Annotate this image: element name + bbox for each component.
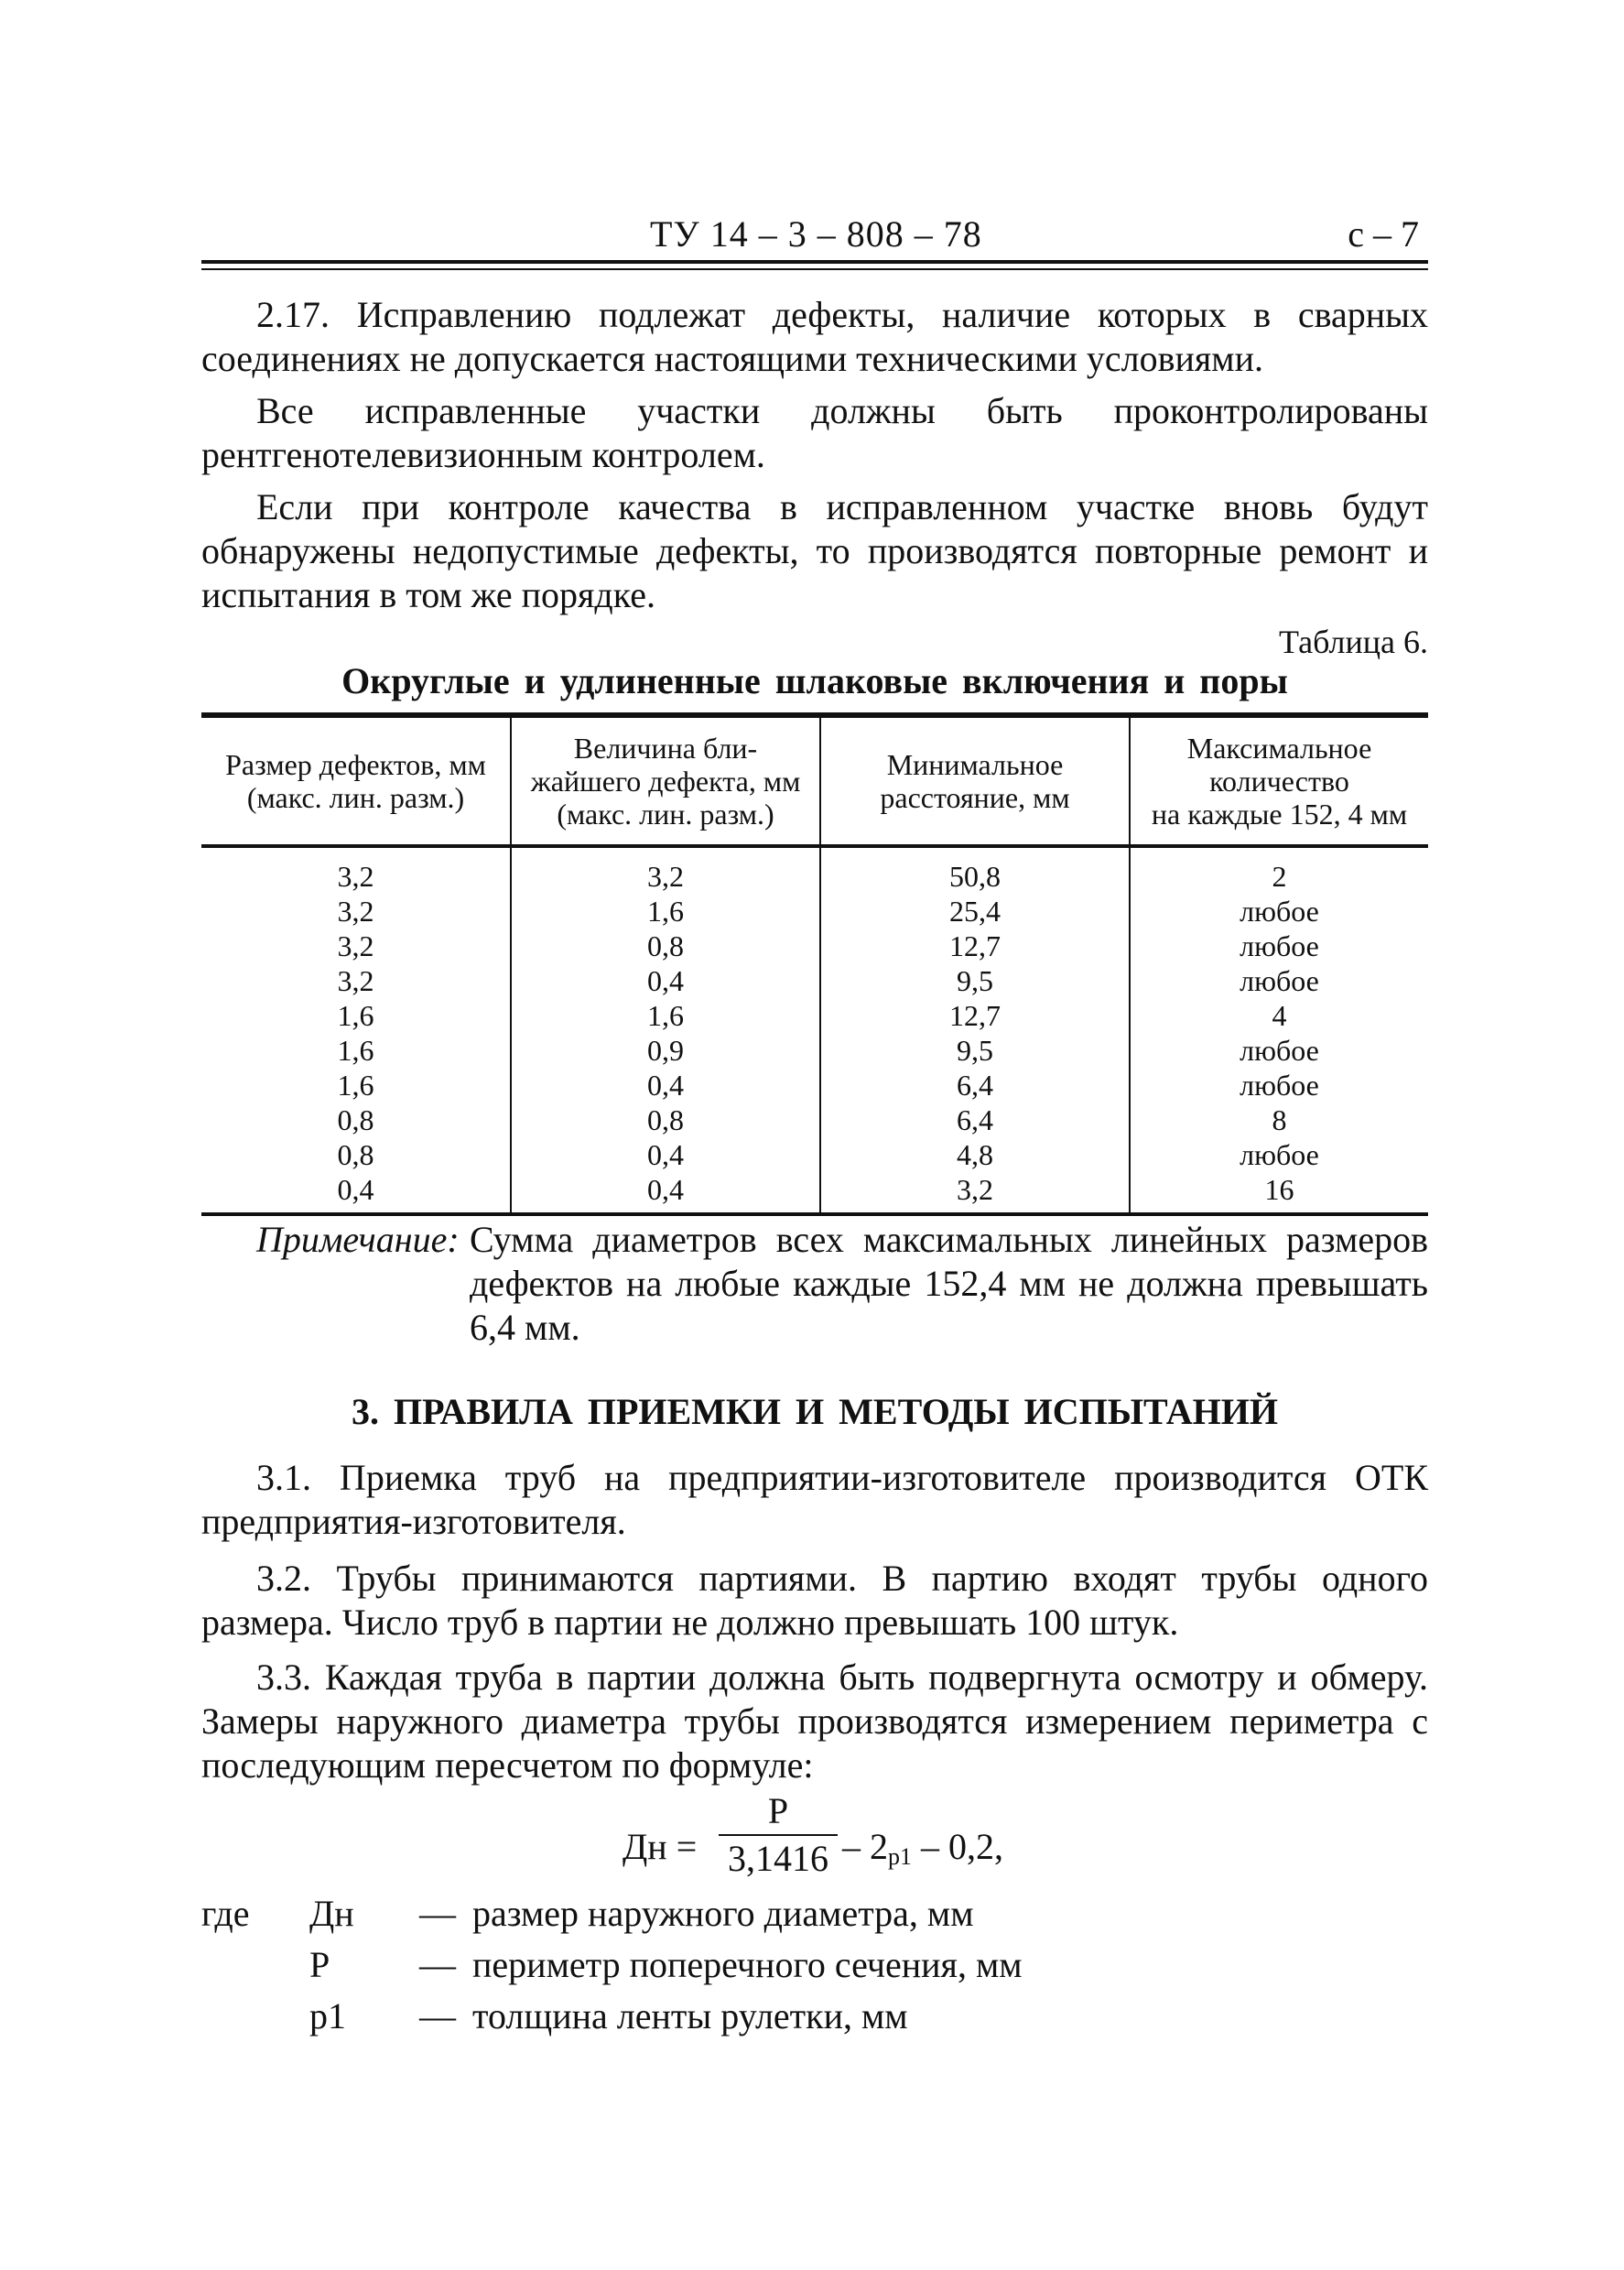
legend-dash: — (419, 1995, 456, 2036)
paragraph-3-1: 3.1. Приемка труб на предприятии-изготовителе производится ОТК предприятия-изготовителя. (201, 1457, 1428, 1542)
table-row: 3,2 3,2 50,8 2 (201, 846, 1428, 894)
page-header (201, 212, 1428, 258)
table-row: 0,8 0,8 6,4 8 (201, 1102, 1428, 1137)
paragraph-3-3: 3.3. Каждая труба в партии должна быть подвергнута осмотру и обмеру. Замеры наружного диаметра трубы производятся измерением периметра с последующим пересчетом по формуле: (201, 1656, 1428, 1786)
note-label: Примечание: (256, 1219, 460, 1260)
defects-table (201, 712, 1428, 1216)
table-row: 0,4 0,4 3,2 16 (201, 1172, 1428, 1214)
table-row: 1,6 0,9 9,5 любое (201, 1033, 1428, 1068)
header-defect-size: Размер дефектов, мм (макс. лин. разм.) (201, 715, 511, 846)
header-rule-thin (201, 268, 1428, 270)
legend-where: где (201, 1893, 250, 1934)
paragraph-repaired-control: Все исправленные участки должны быть проконтролированы рентгенотелевизионным контролем. (201, 390, 1428, 475)
legend-dash: — (419, 1893, 456, 1934)
diameter-formula (623, 1790, 1172, 1900)
section-3-title: 3. ПРАВИЛА ПРИЕМКИ И МЕТОДЫ ИСПЫТАНИЙ (352, 1391, 1278, 1432)
table-row: 3,2 1,6 25,4 любое (201, 894, 1428, 929)
table-title: Округлые и удлиненные шлаковые включения и поры (341, 660, 1288, 701)
page-number: с – 7 (1348, 213, 1419, 255)
document-code: ТУ 14 – 3 – 808 – 78 (650, 213, 982, 255)
formula-numerator: Р (767, 1790, 789, 1831)
legend-dash: — (419, 1944, 456, 1985)
table-row: 0,8 0,4 4,8 любое (201, 1137, 1428, 1172)
header-nearest-defect: Величина бли- жайшего дефекта, мм (макс. лин. разм.) (511, 715, 820, 846)
table-row: 3,2 0,4 9,5 любое (201, 963, 1428, 998)
legend-row (201, 1994, 1428, 2046)
legend-row (201, 1943, 1428, 1994)
header-min-distance: Минимальное расстояние, мм (820, 715, 1130, 846)
legend-symbol: р1 (309, 1995, 346, 2036)
paragraph-2-17: 2.17. Исправлению подлежат дефекты, наличие которых в сварных соединениях не допускается настоящими техническими условиями. (201, 294, 1428, 379)
header-rule-thick (201, 260, 1428, 264)
formula-subscript: р1 (888, 1843, 912, 1870)
table-header-row (201, 715, 1428, 846)
legend-description: толщина ленты рулетки, мм (472, 1995, 908, 2036)
paragraph-3-2: 3.2. Трубы принимаются партиями. В партию входят трубы одного размера. Число труб в партии не должно превышать 100 штук. (201, 1558, 1428, 1643)
paragraph-repeat-repair: Если при контроле качества в исправленном участке вновь будут обнаружены недопустимые дефекты, то производятся повторные ремонт и испытания в том же порядке. (201, 486, 1428, 615)
legend-row (201, 1892, 1428, 1943)
fraction-bar (719, 1834, 838, 1836)
formula-fraction (719, 1790, 838, 1880)
note-text: Сумма диаметров всех максимальных линейных размеров дефектов на любые каждые 152,4 мм не должна превышать 6,4 мм. (470, 1219, 1428, 1348)
legend-description: размер наружного диаметра, мм (472, 1893, 974, 1934)
formula-rhs: – $2_{р1} - 0,2$, (842, 1826, 1003, 1870)
table-row: 1,6 1,6 12,7 4 (201, 998, 1428, 1033)
formula-denominator: 3,1416 (728, 1838, 828, 1879)
legend-symbol: Дн (309, 1893, 354, 1934)
table-row: 3,2 0,8 12,7 любое (201, 929, 1428, 963)
formula-legend (201, 1892, 1428, 2046)
header-max-count: Максимальное количество на каждые 152, 4 мм (1130, 715, 1428, 846)
legend-symbol: Р (309, 1944, 330, 1985)
formula-lhs: Дн = (623, 1826, 698, 1867)
table-row: 1,6 0,4 6,4 любое (201, 1068, 1428, 1102)
legend-description: периметр поперечного сечения, мм (472, 1944, 1023, 1985)
table-caption: Таблица 6. (1279, 624, 1428, 660)
